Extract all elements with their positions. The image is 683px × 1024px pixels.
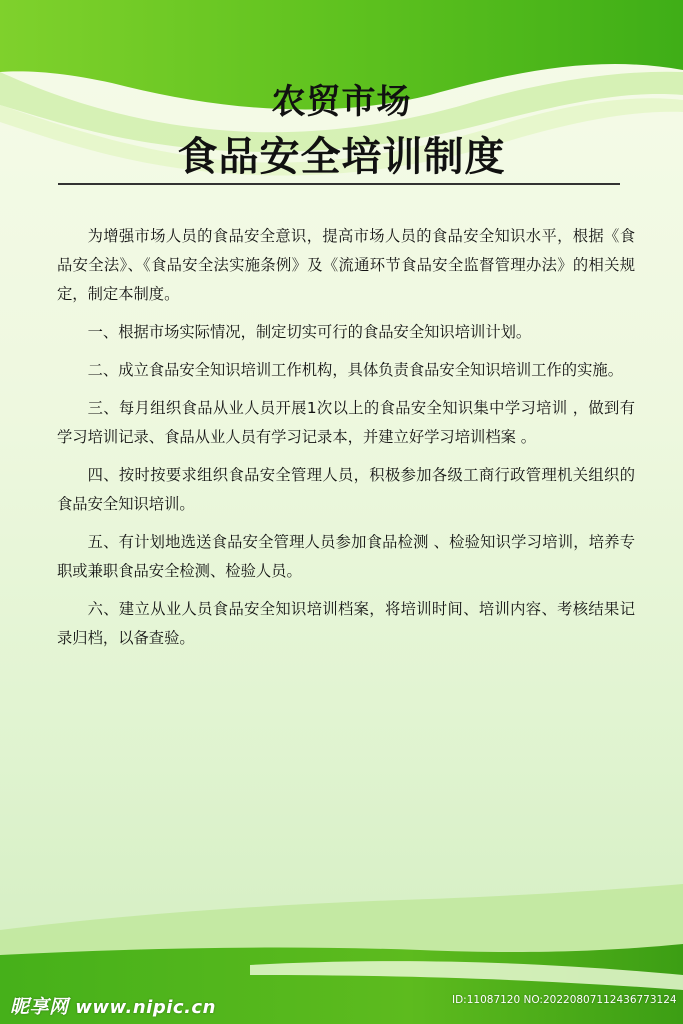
rule-item-4: 四、按时按要求组织食品安全管理人员，积极参加各级工商行政管理机关组织的食品安全知识培训。 bbox=[57, 466, 635, 513]
site-watermark bbox=[10, 992, 216, 1019]
rule-item-3: 三、每月组织食品从业人员开展1次以上的食品安全知识集中学习培训 ，做到有学习培训记录、食品从业人员有学习记录本，并建立好学习培训档案 。 bbox=[57, 399, 635, 446]
rule-item-6: 六、建立从业人员食品安全知识培训档案，将培训时间、培训内容、考核结果记录归档，以备查验。 bbox=[57, 600, 635, 647]
rule-item-2: 二、成立食品安全知识培训工作机构，具体负责食品安全知识培训工作的实施。 bbox=[87, 361, 623, 379]
intro-paragraph: 为增强市场人员的食品安全意识，提高市场人员的食品安全知识水平，根据《食品安全法》、《食品安全法实施条例》及《流通环节食品安全监督管理办法》的相关规定，制定本制度。 bbox=[57, 227, 635, 303]
title-divider bbox=[58, 183, 620, 185]
watermark-site: www.nipic.cn bbox=[75, 997, 216, 1018]
rule-item-5: 五、有计划地选送食品安全管理人员参加食品检测 、检验知识学习培训，培养专职或兼职食品安全检测、检验人员。 bbox=[57, 533, 635, 580]
page-title-line2: 食品安全培训制度 bbox=[177, 134, 506, 180]
document-body bbox=[57, 222, 635, 662]
rule-item-1: 一、根据市场实际情况，制定切实可行的食品安全知识培训计划。 bbox=[87, 323, 532, 341]
watermark-brand: 昵享网 bbox=[10, 996, 69, 1018]
image-id-line: ID:11087120 NO:20220807112436773124 bbox=[452, 994, 677, 1006]
page-title-line1: 农贸市场 bbox=[271, 82, 412, 122]
